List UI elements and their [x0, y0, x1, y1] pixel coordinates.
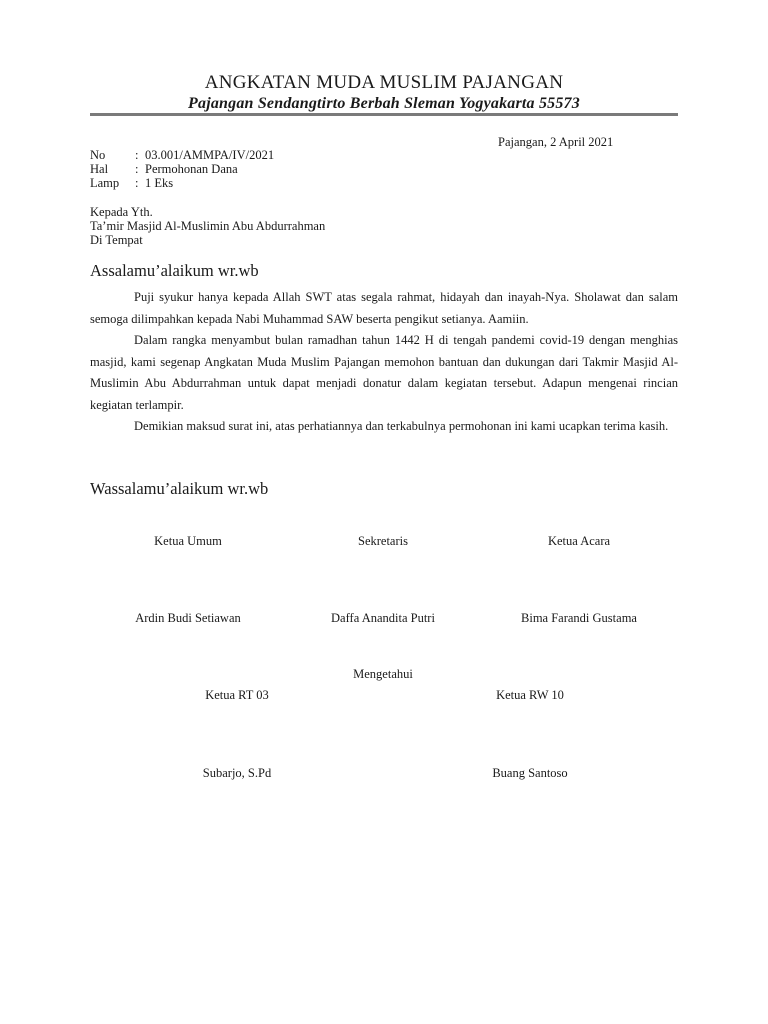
signatory-role: Sekretaris	[358, 534, 408, 548]
meta-separator: :	[135, 162, 139, 176]
meta-separator: :	[135, 148, 139, 162]
organization-name: ANGKATAN MUDA MUSLIM PAJANGAN	[204, 72, 564, 93]
meta-value: 03.001/AMMPA/IV/2021	[145, 148, 275, 162]
acknowledger-name: Buang Santoso	[492, 766, 568, 780]
recipient-name: Ta’mir Masjid Al-Muslimin Abu Abdurrahman	[90, 219, 326, 233]
meta-value: 1 Eks	[145, 176, 174, 190]
letterhead-divider	[90, 113, 678, 116]
signatory-role: Ketua Umum	[154, 534, 222, 548]
meta-label: Lamp	[90, 176, 120, 190]
meta-value: Permohonan Dana	[145, 162, 238, 176]
body-paragraph: Puji syukur hanya kepada Allah SWT atas segala rahmat, hidayah dan inayah-Nya. Sholawat dan salam semoga dilimpahkan kepada Nabi Muhammad SAW beserta pengikut setianya. Aamiin.	[90, 290, 678, 326]
acknowledged-label: Mengetahui	[353, 667, 413, 681]
meta-label: Hal	[90, 162, 109, 176]
meta-row-subject	[90, 162, 274, 176]
recipient-block	[90, 205, 325, 247]
signatory-role: Ketua Acara	[547, 534, 611, 548]
meta-separator: :	[135, 176, 139, 190]
letter-date: Pajangan, 2 April 2021	[498, 135, 614, 149]
recipient-salutation: Kepada Yth.	[90, 205, 153, 219]
organization-address: Pajangan Sendangtirto Berbah Sleman Yogyakarta 55573	[188, 95, 580, 112]
signatory-name: Daffa Anandita Putri	[331, 611, 435, 625]
letter-body	[90, 287, 678, 438]
signatory-name: Ardin Budi Setiawan	[135, 611, 241, 625]
signatory-name: Bima Farandi Gustama	[521, 611, 637, 625]
opening-greeting: Assalamu’alaikum wr.wb	[90, 261, 259, 280]
body-paragraph: Dalam rangka menyambut bulan ramadhan tahun 1442 H di tengah pandemi covid-19 dengan menghias masjid, kami segenap Angkatan Muda Muslim Pajangan memohon bantuan dan dukungan dari Takmir Masjid Al-Muslimin Abu Abdurrahman untuk dapat menjadi donatur dalam kegiatan tersebut. Adapun mengenai rincian kegiatan terlampir.	[90, 333, 678, 412]
acknowledger-role: Ketua RT 03	[205, 688, 269, 702]
letter-meta	[90, 148, 274, 190]
acknowledger-name: Subarjo, S.Pd	[202, 766, 272, 780]
closing-greeting: Wassalamu’alaikum wr.wb	[90, 479, 269, 498]
meta-label: No	[90, 148, 106, 162]
meta-row-attachment	[90, 176, 274, 190]
meta-row-number	[90, 148, 274, 162]
recipient-location: Di Tempat	[90, 233, 143, 247]
body-paragraph: Demikian maksud surat ini, atas perhatiannya dan terkabulnya permohonan ini kami ucapkan terima kasih.	[134, 419, 669, 433]
acknowledger-role: Ketua RW 10	[496, 688, 564, 702]
